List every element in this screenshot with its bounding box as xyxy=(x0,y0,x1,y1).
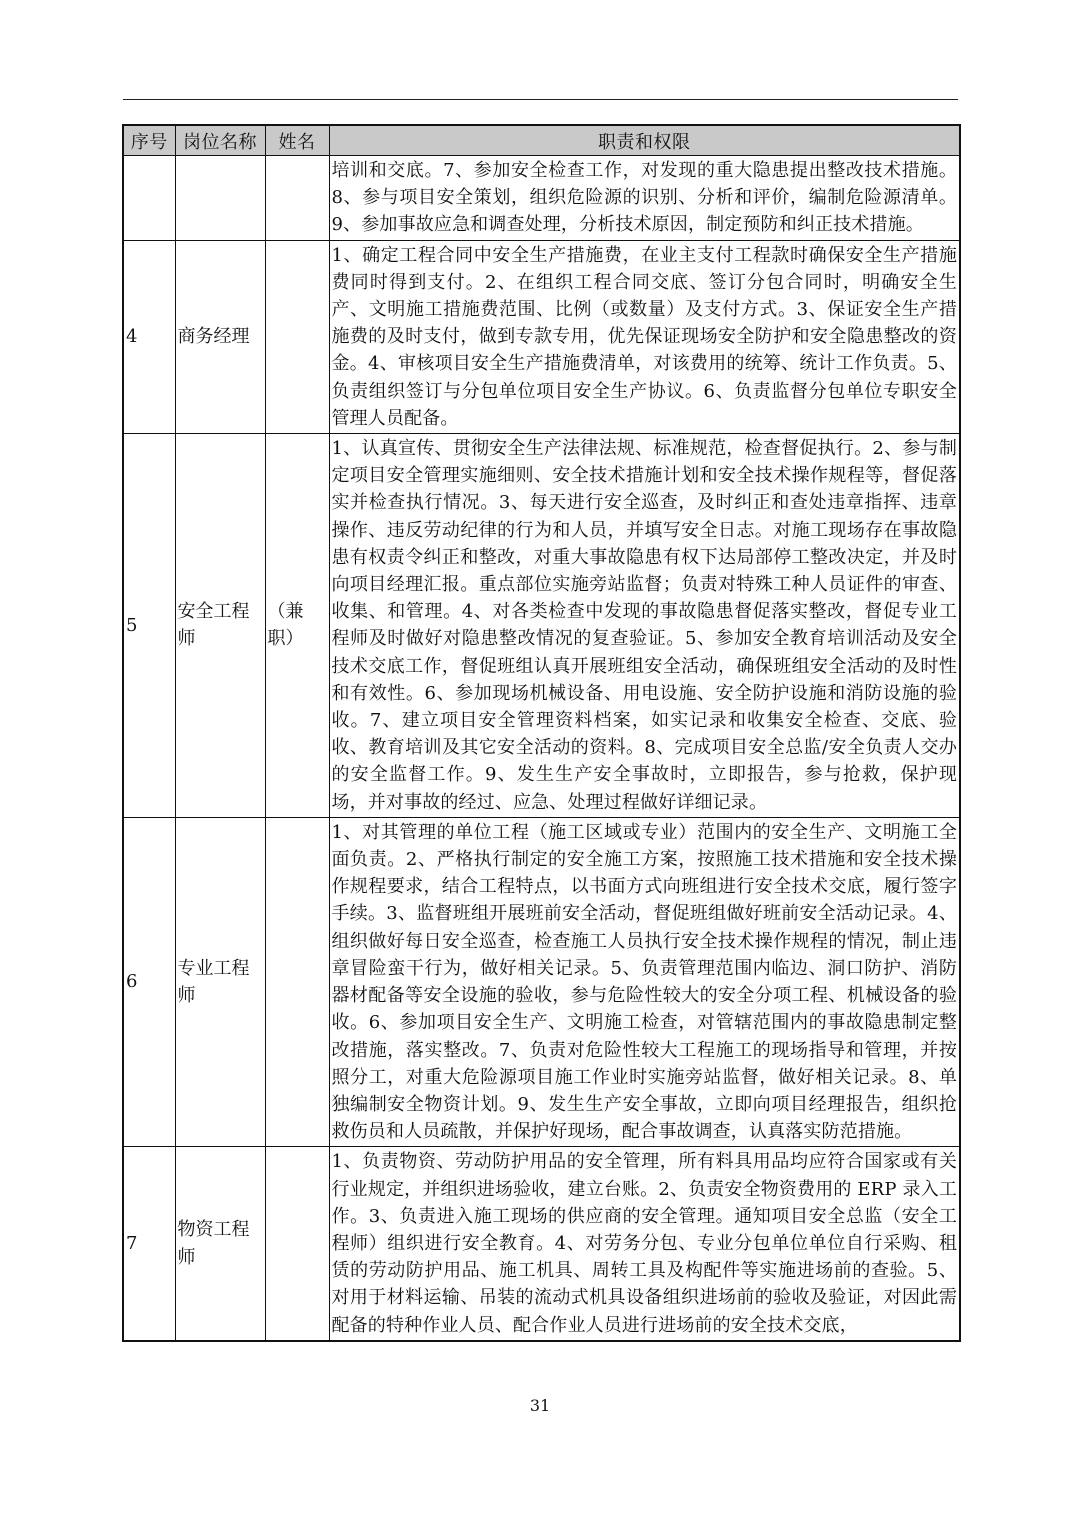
table-row xyxy=(123,1147,960,1341)
row-position: 安全工程师 xyxy=(175,434,265,818)
table-row xyxy=(123,434,960,818)
page-number: 31 xyxy=(529,1396,551,1415)
row-duties: 培训和交底。7、参加安全检查工作，对发现的重大隐患提出整改技术措施。8、参与项目安全策划，组织危险源的识别、分析和评价，编制危险源清单。9、参加事故应急和调查处理，分析技术原因，制定预防和纠正技术措施。 xyxy=(329,156,960,241)
row-position: 物资工程师 xyxy=(175,1147,265,1341)
row-position: 专业工程师 xyxy=(175,817,265,1146)
header-name: 姓名 xyxy=(265,125,329,156)
header-rule xyxy=(123,99,958,100)
row-position xyxy=(175,156,265,241)
row-name xyxy=(265,1147,329,1341)
responsibility-table xyxy=(122,124,961,1342)
table-row xyxy=(123,240,960,433)
row-position: 商务经理 xyxy=(175,240,265,433)
header-duties: 职责和权限 xyxy=(329,125,960,156)
row-no: 6 xyxy=(123,817,175,1146)
table-row xyxy=(123,817,960,1146)
table-row xyxy=(123,156,960,241)
table-header-row xyxy=(123,125,960,156)
row-name: （兼职） xyxy=(265,434,329,818)
row-duties: 1、负责物资、劳动防护用品的安全管理，所有料具用品均应符合国家或有关行业规定，并组织进场验收，建立台账。2、负责安全物资费用的 ERP 录入工作。3、负责进入施工现场的供应商的安全管理。通知项目安全总监（安全工程师）组织进行安全教育。4、对劳务分包、专业分包单位单位自行采购、租赁的劳动防护用品、施工机具、周转工具及构配件等实施进场前的查验。5、对用于材料运输、吊装的流动式机具设备组织进场前的验收及验证，对因此需配备的特种作业人员、配合作业人员进行进场前的安全技术交底， xyxy=(329,1147,960,1341)
row-name xyxy=(265,156,329,241)
row-name xyxy=(265,817,329,1146)
header-no: 序号 xyxy=(123,125,175,156)
header-position: 岗位名称 xyxy=(175,125,265,156)
row-no: 7 xyxy=(123,1147,175,1341)
row-no: 4 xyxy=(123,240,175,433)
row-name xyxy=(265,240,329,433)
row-no: 5 xyxy=(123,434,175,818)
row-duties: 1、确定工程合同中安全生产措施费，在业主支付工程款时确保安全生产措施费同时得到支付。2、在组织工程合同交底、签订分包合同时，明确安全生产、文明施工措施费范围、比例（或数量）及支付方式。3、保证安全生产措施费的及时支付，做到专款专用，优先保证现场安全防护和安全隐患整改的资金。4、审核项目安全生产措施费清单，对该费用的统筹、统计工作负责。5、负责组织签订与分包单位项目安全生产协议。6、负责监督分包单位专职安全管理人员配备。 xyxy=(329,240,960,433)
row-duties: 1、对其管理的单位工程（施工区域或专业）范围内的安全生产、文明施工全面负责。2、严格执行制定的安全施工方案，按照施工技术措施和安全技术操作规程要求，结合工程特点，以书面方式向班组进行安全技术交底，履行签字手续。3、监督班组开展班前安全活动，督促班组做好班前安全活动记录。4、组织做好每日安全巡查，检查施工人员执行安全技术操作规程的情况，制止违章冒险蛮干行为，做好相关记录。5、负责管理范围内临边、洞口防护、消防器材配备等安全设施的验收，参与危险性较大的安全分项工程、机械设备的验收。6、参加项目安全生产、文明施工检查，对管辖范围内的事故隐患制定整改措施，落实整改。7、负责对危险性较大工程施工的现场指导和管理，并按照分工，对重大危险源项目施工作业时实施旁站监督，做好相关记录。8、单独编制安全物资计划。9、发生生产安全事故，立即向项目经理报告，组织抢救伤员和人员疏散，并保护好现场，配合事故调查，认真落实防范措施。 xyxy=(329,817,960,1146)
row-no xyxy=(123,156,175,241)
row-duties: 1、认真宣传、贯彻安全生产法律法规、标准规范，检查督促执行。2、参与制定项目安全管理实施细则、安全技术措施计划和安全技术操作规程等，督促落实并检查执行情况。3、每天进行安全巡查，及时纠正和查处违章指挥、违章操作、违反劳动纪律的行为和人员，并填写安全日志。对施工现场存在事故隐患有权责令纠正和整改，对重大事故隐患有权下达局部停工整改决定，并及时向项目经理汇报。重点部位实施旁站监督；负责对特殊工种人员证件的审查、收集、和管理。4、对各类检查中发现的事故隐患督促落实整改，督促专业工程师及时做好对隐患整改情况的复查验证。5、参加安全教育培训活动及安全技术交底工作，督促班组认真开展班组安全活动，确保班组安全活动的及时性和有效性。6、参加现场机械设备、用电设施、安全防护设施和消防设施的验收。7、建立项目安全管理资料档案，如实记录和收集安全检查、交底、验收、教育培训及其它安全活动的资料。8、完成项目安全总监/安全负责人交办的安全监督工作。9、发生生产安全事故时，立即报告，参与抢救，保护现场，并对事故的经过、应急、处理过程做好详细记录。 xyxy=(329,434,960,818)
